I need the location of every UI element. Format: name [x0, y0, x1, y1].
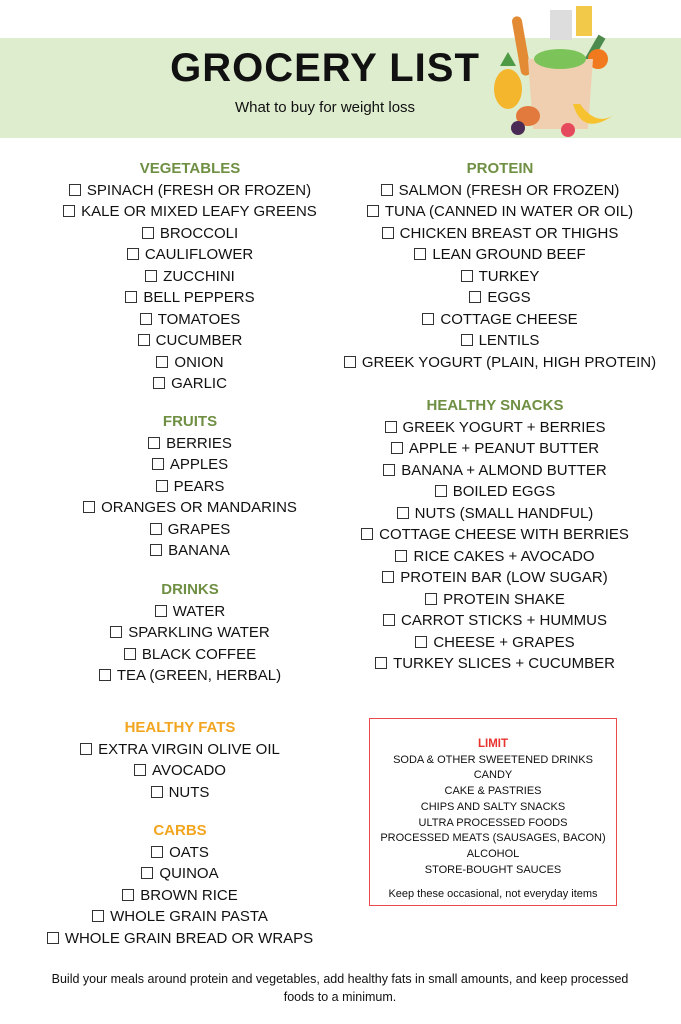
page-subtitle: What to buy for weight loss [234, 99, 416, 116]
section-title: DRINKS [161, 581, 219, 598]
list-item[interactable] [340, 524, 650, 546]
list-item[interactable] [340, 244, 660, 266]
section-protein [340, 158, 660, 373]
list-item[interactable] [30, 928, 330, 950]
limit-item: ULTRA PROCESSED FOODS [418, 816, 568, 829]
section-title: CARBS [153, 822, 207, 839]
item-label: BLACK COFFEE [141, 645, 257, 663]
list-item[interactable] [340, 180, 660, 202]
checkbox-icon[interactable] [141, 867, 153, 879]
checkbox-icon[interactable] [110, 626, 122, 638]
checkbox-icon[interactable] [461, 270, 473, 282]
limit-item: CHIPS AND SALTY SNACKS [420, 800, 566, 813]
checkbox-icon[interactable] [152, 458, 164, 470]
list-item[interactable] [30, 885, 330, 907]
checkbox-icon[interactable] [134, 764, 146, 776]
checkbox-icon[interactable] [383, 614, 395, 626]
checkbox-icon[interactable] [397, 507, 409, 519]
list-item[interactable] [340, 632, 650, 654]
item-label: CARROT STICKS + HUMMUS [401, 612, 607, 629]
item-label: GREEK YOGURT + BERRIES [402, 418, 606, 436]
section-vegetables [40, 158, 340, 395]
item-label: WATER [172, 602, 226, 620]
item-label: TEA (GREEN, HERBAL) [116, 667, 282, 684]
item-label: NUTS (SMALL HANDFUL) [414, 504, 594, 522]
limit-item: PROCESSED MEATS (SAUSAGES, BACON) [380, 832, 606, 845]
checkbox-icon[interactable] [151, 846, 163, 858]
checkbox-icon[interactable] [422, 313, 434, 325]
section-drinks [40, 579, 340, 687]
section-title: FRUITS [162, 413, 218, 430]
item-label: BERRIES [166, 434, 232, 452]
item-label: ZUCCHINI [163, 267, 235, 285]
list-item[interactable] [40, 454, 340, 476]
checkbox-icon[interactable] [461, 334, 473, 346]
section-healthy-fats [30, 717, 330, 803]
list-item[interactable] [40, 330, 340, 352]
item-label: BROWN RICE [140, 886, 238, 904]
checkbox-icon[interactable] [122, 889, 134, 901]
item-label: AVOCADO [152, 762, 226, 779]
checkbox-icon[interactable] [383, 464, 395, 476]
section-title: HEALTHY SNACKS [426, 397, 564, 414]
section-title: HEALTHY FATS [124, 719, 236, 736]
item-label: APPLE + PEANUT BUTTER [408, 440, 600, 457]
checkbox-icon[interactable] [375, 657, 387, 669]
list-item[interactable] [40, 223, 340, 245]
item-label: APPLES [169, 456, 229, 473]
checkbox-icon[interactable] [414, 248, 426, 260]
limit-box [369, 718, 617, 906]
item-label: ONION [174, 353, 224, 371]
list-item[interactable] [40, 497, 340, 519]
item-label: COTTAGE CHEESE WITH BERRIES [379, 526, 629, 543]
item-label: NUTS [168, 783, 210, 801]
checkbox-icon[interactable] [63, 205, 75, 217]
checkbox-icon[interactable] [83, 501, 95, 513]
limit-item: SODA & OTHER SWEETENED DRINKS [393, 753, 593, 766]
list-item[interactable] [40, 244, 340, 266]
list-item[interactable] [340, 503, 650, 525]
list-item[interactable] [40, 476, 340, 498]
item-label: GREEK YOGURT (PLAIN, HIGH PROTEIN) [361, 353, 657, 371]
checkbox-icon[interactable] [148, 437, 160, 449]
item-label: BANANA + ALMOND BUTTER [401, 461, 607, 479]
item-label: CUCUMBER [155, 332, 243, 349]
checkbox-icon[interactable] [415, 636, 427, 648]
list-item[interactable] [30, 906, 330, 928]
checkbox-icon[interactable] [469, 291, 481, 303]
item-label: COTTAGE CHEESE [440, 310, 578, 328]
item-label: TURKEY [478, 267, 540, 285]
checkbox-icon[interactable] [145, 270, 157, 282]
list-item[interactable] [340, 610, 650, 632]
list-item[interactable] [340, 481, 650, 503]
item-label: QUINOA [159, 865, 219, 882]
item-label: CHEESE + GRAPES [433, 633, 575, 651]
list-item[interactable] [40, 201, 340, 223]
checkbox-icon[interactable] [156, 356, 168, 368]
checkbox-icon[interactable] [435, 485, 447, 497]
limit-item: ALCOHOL [466, 848, 520, 861]
list-item[interactable] [340, 653, 650, 675]
list-item[interactable] [340, 287, 660, 309]
item-label: WHOLE GRAIN PASTA [110, 908, 268, 925]
checkbox-icon[interactable] [151, 786, 163, 798]
list-item[interactable] [30, 782, 330, 804]
item-label: BOILED EGGS [452, 483, 556, 500]
list-item[interactable] [340, 266, 660, 288]
list-item[interactable] [340, 309, 660, 331]
item-label: PEARS [173, 477, 225, 495]
checkbox-icon[interactable] [47, 932, 59, 944]
item-label: EGGS [487, 289, 531, 306]
list-item[interactable] [40, 644, 340, 666]
checkbox-icon[interactable] [140, 313, 152, 325]
item-label: GARLIC [171, 375, 227, 392]
item-label: TOMATOES [157, 310, 241, 328]
checkbox-icon[interactable] [382, 227, 394, 239]
list-item[interactable] [30, 842, 330, 864]
list-item[interactable] [30, 739, 330, 761]
limit-note: Keep these occasional, not everyday items [388, 887, 598, 900]
checkbox-icon[interactable] [142, 227, 154, 239]
item-label: LEAN GROUND BEEF [432, 246, 586, 263]
item-label: CHICKEN BREAST OR THIGHS [399, 224, 619, 242]
checkbox-icon[interactable] [344, 356, 356, 368]
list-item[interactable] [40, 352, 340, 374]
item-label: PROTEIN SHAKE [443, 590, 565, 608]
limit-title: LIMIT [477, 738, 509, 750]
list-item[interactable] [40, 433, 340, 455]
section-healthy-snacks [340, 395, 650, 675]
list-item[interactable] [40, 519, 340, 541]
list-item[interactable] [340, 417, 650, 439]
item-label: RICE CAKES + AVOCADO [413, 547, 595, 565]
section-carbs [30, 820, 330, 949]
item-label: BANANA [168, 542, 230, 559]
list-item[interactable] [340, 567, 650, 589]
checkbox-icon[interactable] [127, 248, 139, 260]
list-item[interactable] [40, 540, 340, 562]
item-label: KALE OR MIXED LEAFY GREENS [81, 203, 317, 220]
list-item[interactable] [40, 665, 340, 687]
checkbox-icon[interactable] [150, 523, 162, 535]
list-item[interactable] [340, 589, 650, 611]
item-label: TUNA (CANNED IN WATER OR OIL) [384, 203, 634, 220]
section-fruits [40, 411, 340, 562]
list-item[interactable] [30, 760, 330, 782]
item-label: EXTRA VIRGIN OLIVE OIL [98, 740, 280, 758]
item-label: CAULIFLOWER [144, 246, 254, 263]
list-item[interactable] [340, 352, 660, 374]
item-label: SPARKLING WATER [128, 624, 270, 641]
checkbox-icon[interactable] [153, 377, 165, 389]
item-label: SPINACH (FRESH OR FROZEN) [86, 181, 312, 199]
checkbox-icon[interactable] [395, 550, 407, 562]
checkbox-icon[interactable] [150, 544, 162, 556]
page-title: GROCERY LIST [170, 46, 480, 90]
list-item[interactable] [340, 438, 650, 460]
list-item[interactable] [340, 201, 660, 223]
limit-item: CANDY [473, 769, 513, 782]
list-item[interactable] [340, 223, 660, 245]
item-label: TURKEY SLICES + CUCUMBER [393, 655, 615, 672]
checkbox-icon[interactable] [99, 669, 111, 681]
item-label: SALMON (FRESH OR FROZEN) [398, 181, 620, 199]
list-item[interactable] [340, 330, 660, 352]
grocery-bag-illustration [488, 4, 628, 138]
checkbox-icon[interactable] [381, 184, 393, 196]
list-item[interactable] [40, 601, 340, 623]
list-item[interactable] [30, 863, 330, 885]
limit-item: CAKE & PASTRIES [444, 785, 542, 798]
checkbox-icon[interactable] [92, 910, 104, 922]
item-label: ORANGES OR MANDARINS [101, 499, 297, 516]
list-item[interactable] [40, 373, 340, 395]
checkbox-icon[interactable] [391, 442, 403, 454]
item-label: BELL PEPPERS [143, 289, 255, 306]
checkbox-icon[interactable] [155, 605, 167, 617]
item-label: OATS [169, 843, 209, 861]
checkbox-icon[interactable] [156, 480, 168, 492]
footer-text: Build your meals around protein and vegetables, add healthy fats in small amounts, and keep processed foods to a minimum. [51, 972, 629, 1004]
checkbox-icon[interactable] [367, 205, 379, 217]
checkbox-icon[interactable] [125, 291, 137, 303]
item-label: WHOLE GRAIN BREAD OR WRAPS [64, 929, 314, 947]
checkbox-icon[interactable] [124, 648, 136, 660]
item-label: LENTILS [478, 332, 540, 349]
list-item[interactable] [40, 309, 340, 331]
list-item[interactable] [340, 460, 650, 482]
checkbox-icon[interactable] [385, 421, 397, 433]
section-title: VEGETABLES [139, 160, 241, 177]
checkbox-icon[interactable] [425, 593, 437, 605]
item-label: BROCCOLI [159, 224, 239, 242]
checkbox-icon[interactable] [69, 184, 81, 196]
checkbox-icon[interactable] [382, 571, 394, 583]
list-item[interactable] [340, 546, 650, 568]
list-item[interactable] [40, 287, 340, 309]
checkbox-icon[interactable] [361, 528, 373, 540]
item-label: GRAPES [167, 520, 231, 538]
checkbox-icon[interactable] [80, 743, 92, 755]
checkbox-icon[interactable] [138, 334, 150, 346]
section-title: PROTEIN [466, 160, 534, 177]
list-item[interactable] [40, 622, 340, 644]
limit-item: STORE-BOUGHT SAUCES [424, 864, 562, 877]
list-item[interactable] [40, 180, 340, 202]
item-label: PROTEIN BAR (LOW SUGAR) [400, 569, 608, 586]
list-item[interactable] [40, 266, 340, 288]
